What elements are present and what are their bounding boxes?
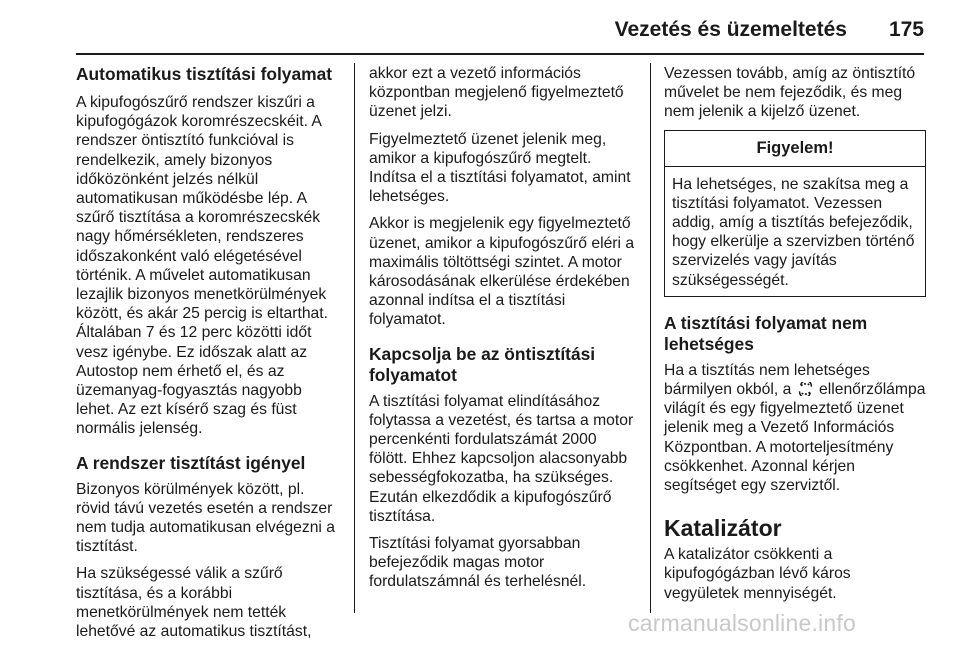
- page-number: 175: [888, 18, 924, 41]
- watermark: carmanualsonline.info: [628, 610, 856, 636]
- column-divider-2: [650, 63, 651, 613]
- paragraph-cleaning-not-possible: Ha a tisztítás nem lehetséges bármilyen okból, a ellenőrzőlámpa világít és egy figyelmeztető üzenet jelenik meg a Vezető Információs Központban. A motorteljesítmény csökkenhet. Azonnal kérjen segítséget egy szerviztől.: [664, 361, 926, 495]
- paragraph-warning-max: Akkor is megjelenik egy figyelmeztető üzenet, amikor a kipufogószűrő eléri a maximális töltöttségi szintet. A motor károsodásának elkerülése érdekében azonnal indítsa el a tisztítási folyamatot.: [369, 215, 635, 329]
- paragraph-continue-driving: Vezessen tovább, amíg az öntisztító művelet be nem fejeződik, és meg nem jelenik a kijelző üzenet.: [664, 65, 916, 121]
- page-header: [0, 18, 924, 48]
- column-3: [664, 64, 926, 611]
- warning-box: [664, 130, 926, 297]
- column-2: [369, 64, 636, 600]
- page-title: Vezetés és üzemeltetés: [614, 18, 847, 41]
- heading-cleaning-not-possible: A tisztítási folyamat nem lehetséges: [664, 312, 868, 354]
- paragraph-automatic-cleaning: A kipufogószűrő rendszer kiszűri a kipufogógázok koromrészecskéit. A rendszer öntisztító funkcióval is rendelkezik, amely bizonyos időközönként jelzés nélkül automatikusan működésbe lép. A szűrő tisztítása a koromrészecskék nagy hőmérsékleten, rendszeres időszakonként való elégetésével történik. A művelet automatikusan lezajlik bizonyos menetkörülmények között, és akár 25 percig is eltarthat. Általában 7 és 12 perc közötti időt vesz igénybe. Ez időszak alatt az Autostop nem érhető el, és az üzemanyag-fogyasztás nagyobb lehet. Az ezt kísérő szag és füst normális jelenség.: [76, 94, 328, 438]
- column-divider-1: [354, 63, 355, 613]
- paragraph-warning-full: Figyelmeztető üzenet jelenik meg, amikor a kipufogószűrő megtelt. Indítsa el a tisztítási folyamatot, amint lehetséges.: [369, 130, 631, 206]
- paragraph-activate-1: A tisztítási folyamat elindításához folytassa a vezetést, és tartsa a motor percenkénti fordulatszámát 2000 fölött. Ehhez kapcsoljon alacsonyabb sebességfokozatba, ha szükséges. Ezután elkezdődik a kipufogószűrő tisztítása.: [369, 392, 634, 525]
- paragraph-continued: akkor ezt a vezető információs központban megjelenő figyelmeztető üzenet jelzi.: [369, 65, 624, 121]
- warning-text: Ha lehetséges, ne szakítsa meg a tisztítási folyamatot. Vezessen addig, amíg a tisztítás befejeződik, hogy elkerülje a szervizben történő szervizelés vagy javítás szükségességét.: [672, 175, 915, 289]
- heading-catalyst: Katalizátor: [664, 515, 782, 542]
- heading-activate-cleaning: Kapcsolja be az öntisztítási folyamatot: [369, 343, 596, 385]
- engine-check-lamp-icon: [797, 382, 814, 396]
- heading-automatic-cleaning: Automatikus tisztítási folyamat: [76, 64, 333, 84]
- paragraph-catalyst: A katalizátor csökkenti a kipufogógázban lévő káros vegyületek mennyiségét.: [664, 546, 851, 602]
- heading-cleaning-required: A rendszer tisztítást igényel: [76, 452, 306, 473]
- paragraph-cleaning-required-1: Bizonyos körülmények között, pl. rövid távú vezetés esetén a rendszer nem tudja automatikusan elvégezni a tisztítást.: [76, 480, 336, 556]
- column-1: [76, 64, 342, 649]
- paragraph-activate-2: Tisztítási folyamat gyorsabban befejeződik magas motor fordulatszámnál és terhelésnél.: [369, 535, 587, 591]
- warning-title: Figyelem!: [665, 131, 925, 167]
- paragraph-cleaning-required-2: Ha szükségessé válik a szűrő tisztítása, és a korábbi menetkörülmények nem tették lehetővé az automatikus tisztítást,: [76, 565, 312, 641]
- header-rule: [76, 53, 924, 55]
